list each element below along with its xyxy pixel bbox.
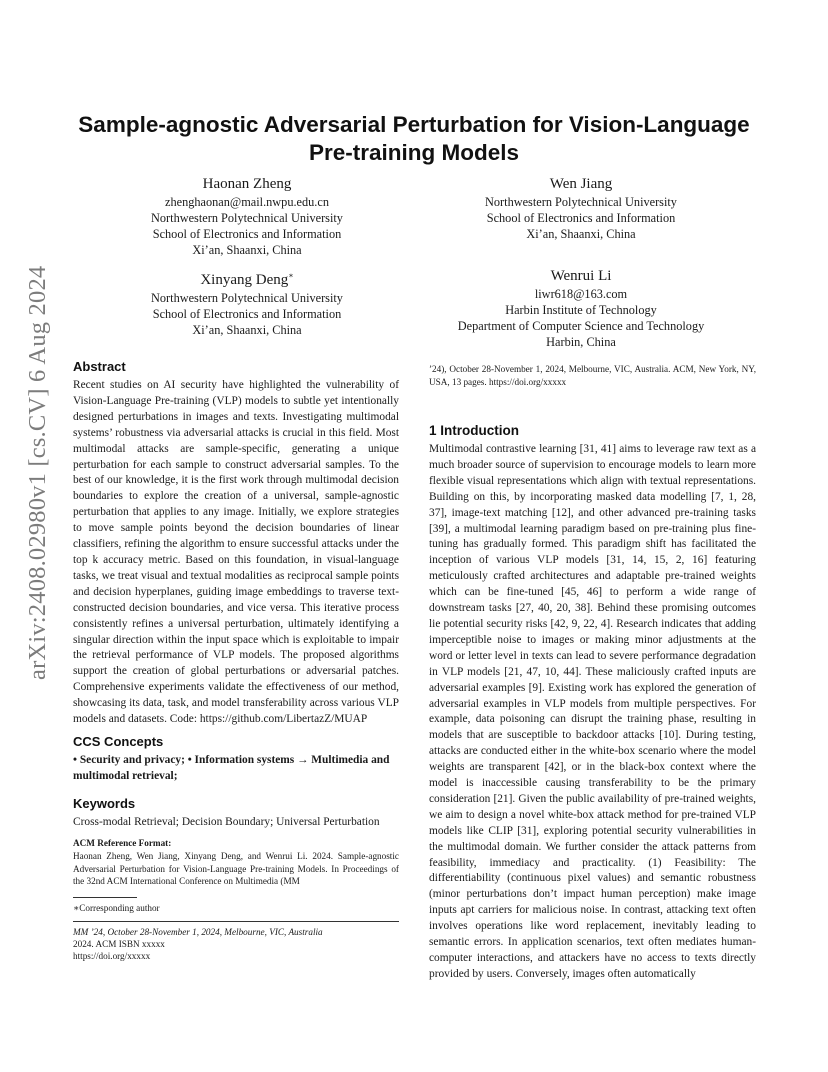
conference-line: MM ’24, October 28-November 1, 2024, Melbourne, VIC, Australia: [73, 927, 323, 937]
conference-rule: [73, 921, 399, 922]
keywords-text: Cross-modal Retrieval; Decision Boundary; Universal Perturbation: [73, 816, 380, 828]
author-department: School of Electronics and Information: [152, 307, 342, 321]
ccs-text: • Security and privacy; • Information systems → Multimedia and multimodal retrieval;: [73, 754, 390, 782]
author-email: liwr618@163.com: [534, 287, 628, 301]
author-department: School of Electronics and Information: [152, 227, 342, 241]
author-location: Xi’an, Shaanxi, China: [192, 323, 302, 337]
footnote: ∗Corresponding author: [73, 903, 160, 913]
author-department: Department of Computer Science and Technology: [457, 319, 705, 333]
author-block: [485, 174, 677, 242]
author-affiliation: Northwestern Polytechnical University: [151, 291, 343, 305]
introduction-text: Multimodal contrastive learning [31, 41] aims to leverage raw text as a much broader source of supervision to encourage models to learn more flexible visual representations which align with textual representations. Building on this, by incorporating masked data modelling [7, 1, 28, 37], image-text matching [12], and other advanced pre-training tasks [39], a multimodal learning paradigm based on pre-training plus fine-tuning has gradually formed. This paradigm shift has facilitated the inception of various VLP models [31, 14, 15, 2, 16] featuring meticulously crafted architectures and adaptable pre-trained weights which can be fine-tuned [45, 46] to perform a wide range of downstream tasks [27, 40, 20, 38]. Behind these promising outcomes lie potential security risks [42, 9, 22, 4]. Research indicates that adding imperceptible noise to images or making minor adjustments at the word or letter level in texts can lead to severe performance degradation in VLP models [21, 47, 10, 44]. These maliciously crafted inputs are adversarial examples [9]. Existing work has explored the generation of adversarial examples in VLP models from multiple perspectives. For example, data poisoning can disrupt the training phase, resulting in models that are susceptible to backdoor attacks [10]. During testing, attacks are conducted either in the white-box scenario where the model weights are transparent [42], or in the black-box context where the model is inaccessible causing transferability to be the primary consideration [21]. Given the public availability of pre-trained weights, we aim to design a novel white-box attack method for pre-trained VLP models like CLIP [31], exploring potential security vulnerabilities in the multimodal domain. We further consider the attack patterns from feasibility, immediacy and practicality. (1) Feasibility: The differentiability (continuous pixel values) and semantic robustness (minor perturbations don’t impact human perception) make image inputs apt carriers for malicious noise. In contrast, attacking text often involves operations like word replacement, inevitably leading to semantic errors. In application scenarios, text often mediates human-computer interactions, and attackers have no access to texts directly provided by users. Conversely, images often automatically: [429, 443, 756, 980]
author-location: Xi’an, Shaanxi, China: [192, 243, 302, 257]
author-block: [151, 266, 343, 338]
doi-line: https://doi.org/xxxxx: [73, 951, 151, 961]
abstract-heading: Abstract: [73, 359, 126, 374]
acm-reference-heading: ACM Reference Format:: [73, 838, 172, 848]
author-name: Haonan Zheng: [202, 176, 292, 192]
paper-title: [60, 111, 768, 167]
isbn-line: 2024. ACM ISBN xxxxx: [73, 939, 165, 949]
abstract-text: Recent studies on AI security have highlighted the vulnerability of Vision-Language Pre-training (VLP) models to subtle yet intentionally designed perturbations in images and texts. Investigating multimodal systems’ robustness via adversarial attacks is crucial in this field. Most multimodal attacks are sample-specific, generating a unique perturbation for each sample to construct adversarial samples. To the best of our knowledge, it is the first work through multimodal decision boundaries to explore the creation of a universal, sample-agnostic perturbation that applies to any image. Initially, we explore strategies to move sample points beyond the decision boundaries of linear classifiers, refining the algorithm to ensure successful attacks under the top k accuracy metric. Based on this foundation, in visual-language tasks, we treat visual and textual modalities as reciprocal sample points and decision hyperplanes, guiding image embeddings to traverse text-constructed decision boundaries, and vice versa. This iterative process consistently refines a universal perturbation, ultimately identifying a singular direction within the input space which is exploitable to impair the retrieval performance of VLP models. The proposed algorithms support the creation of global perturbations or adversarial patches. Comprehensive experiments validate the effectiveness of our method, showcasing its data, task, and model transferability across various VLP models and datasets. Code: https://github.com/LibertazZ/MUAP: [73, 379, 399, 726]
author-name: Wenrui Li: [550, 268, 612, 284]
acm-reference-text: Haonan Zheng, Wen Jiang, Xinyang Deng, and Wenrui Li. 2024. Sample-agnostic Adversarial Perturbation for Vision-Language Pre-training Models. In Proceedings of the 32nd ACM International Conference on Multimedia (MM: [73, 851, 399, 887]
author-location: Harbin, China: [546, 335, 616, 349]
author-affiliation: Northwestern Polytechnical University: [485, 195, 677, 209]
author-location: Xi’an, Shaanxi, China: [526, 227, 636, 241]
author-affiliation: Harbin Institute of Technology: [505, 303, 657, 317]
author-name: Wen Jiang: [549, 176, 613, 192]
title-line-1: Sample-agnostic Adversarial Perturbation for Vision-Language: [78, 112, 750, 137]
arxiv-identifier: arXiv:2408.02980v1 [cs.CV] 6 Aug 2024: [24, 265, 51, 680]
title-line-2: Pre-training Models: [308, 140, 520, 165]
keywords-heading: Keywords: [73, 796, 136, 811]
author-email: zhenghaonan@mail.nwpu.edu.cn: [165, 195, 329, 209]
introduction-heading: 1 Introduction: [429, 423, 519, 438]
acm-reference-continued: ’24), October 28-November 1, 2024, Melbourne, VIC, Australia. ACM, New York, NY, USA, 13 pages. https://doi.org/xxxxx: [429, 364, 756, 387]
author-block: [458, 266, 704, 350]
ccs-heading: CCS Concepts: [73, 734, 164, 749]
author-name: Xinyang Deng: [200, 272, 289, 288]
footnote-rule: [73, 897, 137, 898]
author-name-line: [151, 266, 343, 290]
author-affiliation: Northwestern Polytechnical University: [151, 211, 343, 225]
author-department: School of Electronics and Information: [486, 211, 676, 225]
author-block: [151, 174, 343, 258]
corresponding-mark: ∗: [288, 271, 294, 280]
